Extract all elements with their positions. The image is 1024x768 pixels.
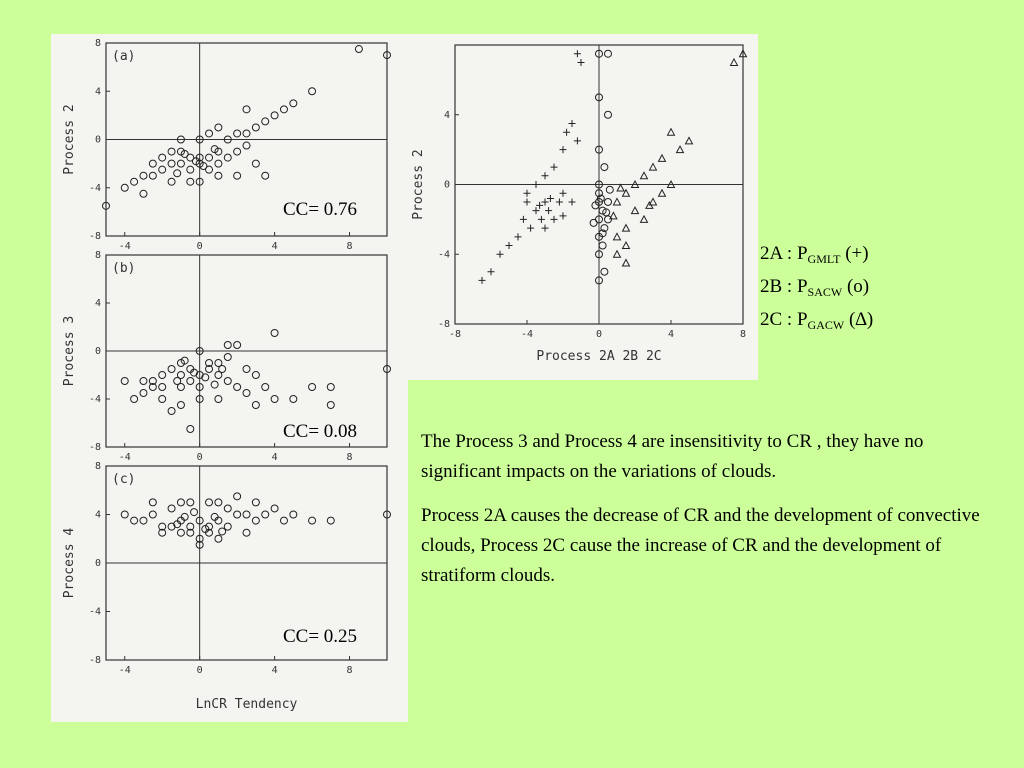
data-point-a (243, 106, 250, 113)
data-point-c (191, 509, 198, 516)
data-point-b (140, 390, 147, 397)
data-point-b (159, 372, 166, 379)
description-text (421, 427, 981, 605)
y-tick-label-b: 0 (94, 346, 101, 357)
y-tick-label-b: -8 (88, 442, 101, 453)
data-point-a (262, 172, 269, 179)
data-point-2A (578, 59, 585, 66)
data-point-b (159, 396, 166, 403)
data-point-a (234, 148, 241, 155)
series-2A (479, 50, 585, 284)
data-point-c (168, 505, 175, 512)
y-tick-label-right: -4 (437, 249, 450, 261)
panel-label-a: (a) (112, 49, 136, 64)
data-point-2A (538, 216, 545, 223)
data-point-a (149, 160, 156, 167)
y-tick-label-b: 8 (94, 250, 101, 261)
x-tick-label-b: 0 (196, 452, 203, 463)
x-tick-label-right: 0 (595, 329, 603, 340)
data-point-a (280, 106, 287, 113)
data-point-b (224, 378, 231, 385)
data-point-b (252, 402, 259, 409)
data-point-2A (556, 198, 563, 205)
data-point-2A (560, 190, 567, 197)
data-point-b (224, 342, 231, 349)
data-point-a (243, 142, 250, 149)
left-scatter-panel (51, 34, 408, 722)
data-point-a (234, 130, 241, 137)
right-chart-svg (400, 34, 758, 380)
x-tick-label-right: 8 (739, 329, 747, 340)
data-point-2A (524, 190, 531, 197)
x-tick-label-c: -4 (118, 665, 131, 676)
x-tick-label-right: -4 (520, 329, 534, 340)
legend (760, 240, 873, 339)
data-point-2A (542, 198, 549, 205)
data-point-2C (614, 251, 621, 258)
y-tick-label-c: -8 (88, 655, 101, 666)
data-point-b (234, 384, 241, 391)
data-point-2C (641, 172, 648, 179)
y-tick-label-c: 0 (94, 558, 101, 569)
data-point-2A (569, 120, 576, 127)
data-point-2B (605, 111, 612, 118)
y-tick-label-b: 4 (94, 298, 101, 309)
data-point-a (206, 130, 213, 137)
data-point-2A (488, 268, 495, 275)
data-point-2A (574, 137, 581, 144)
y-tick-label-a: -4 (88, 182, 101, 194)
x-axis-label-right: Process 2A 2B 2C (536, 349, 662, 364)
data-point-a (262, 118, 269, 125)
data-point-2C (650, 164, 657, 171)
y-tick-label-b: -4 (88, 394, 101, 405)
data-point-2C (641, 216, 648, 223)
data-point-2C (659, 190, 666, 197)
y-axis-label-c: Process 4 (62, 527, 77, 599)
series-2B (590, 50, 613, 284)
data-point-a (168, 178, 175, 185)
cc-label-a: CC= 0.76 (283, 199, 358, 220)
legend-item-2c: 2C : $P_{GACW}$ (∆) (760, 309, 874, 332)
data-point-2A (533, 207, 540, 214)
data-point-b (219, 366, 226, 373)
data-point-2B (605, 50, 612, 57)
data-point-c (206, 499, 213, 506)
data-point-a (290, 100, 297, 107)
data-point-b (243, 366, 250, 373)
data-point-b (271, 396, 278, 403)
paragraph-1: The Process 3 and Process 4 are insensitivity to CR , they have no significant impacts on the variations of clouds. (421, 431, 924, 482)
x-tick-label-c: 4 (271, 665, 278, 676)
data-point-c (121, 511, 128, 518)
data-point-2C (686, 137, 693, 144)
data-point-b (159, 384, 166, 391)
data-point-c (234, 493, 241, 500)
data-point-c (309, 517, 316, 524)
data-point-2A (560, 212, 567, 219)
data-point-b (211, 381, 218, 388)
data-point-b (290, 396, 297, 403)
data-point-2A (545, 207, 552, 214)
y-tick-label-c: 4 (94, 509, 101, 521)
data-point-c (224, 505, 231, 512)
data-point-a (174, 170, 181, 177)
data-point-c (177, 529, 184, 536)
series-2C (610, 50, 747, 266)
x-tick-label-c: 8 (346, 665, 353, 676)
data-point-2C (731, 59, 738, 66)
data-point-a (215, 124, 222, 131)
data-point-2C (623, 259, 630, 266)
data-point-a (215, 172, 222, 179)
data-point-2A (527, 225, 534, 232)
left-charts-svg (51, 34, 408, 722)
data-point-c (290, 511, 297, 518)
x-tick-label-a: 4 (271, 241, 278, 252)
data-point-a (131, 178, 138, 185)
data-point-2C (677, 146, 684, 153)
data-point-b (262, 384, 269, 391)
y-tick-label-c: 8 (94, 461, 101, 472)
data-point-2A (497, 251, 504, 258)
data-point-2A (536, 202, 543, 209)
y-tick-label-right: -8 (437, 319, 450, 330)
data-point-a (149, 172, 156, 179)
data-point-2A (542, 225, 549, 232)
data-point-c (243, 511, 250, 518)
data-point-2A (574, 50, 581, 57)
data-point-b (252, 372, 259, 379)
x-tick-label-right: -8 (448, 329, 462, 340)
data-point-a (159, 166, 166, 173)
y-axis-label-a: Process 2 (62, 104, 77, 175)
data-point-c (252, 517, 259, 524)
x-axis-label-c: LnCR Tendency (195, 697, 298, 712)
y-tick-label-right: 4 (443, 109, 450, 121)
data-point-2C (610, 212, 617, 219)
data-point-2C (623, 225, 630, 232)
data-point-2B (599, 242, 606, 249)
data-point-c (234, 511, 241, 518)
data-point-b (187, 426, 194, 433)
data-point-2B (601, 268, 608, 275)
data-point-2A (560, 146, 567, 153)
data-point-a (187, 166, 194, 173)
data-point-2A (479, 277, 486, 284)
data-point-b (327, 384, 334, 391)
data-point-a (140, 190, 147, 197)
data-point-c (215, 499, 222, 506)
data-point-b (327, 402, 334, 409)
data-point-2A (551, 164, 558, 171)
data-point-a (140, 172, 147, 179)
data-point-b (271, 330, 278, 337)
data-point-a (252, 160, 259, 167)
data-point-b (187, 378, 194, 385)
cc-label-b: CC= 0.08 (283, 421, 358, 442)
y-tick-label-a: 4 (94, 86, 101, 98)
cc-label-c: CC= 0.25 (283, 626, 358, 647)
data-point-b (243, 390, 250, 397)
data-point-a (206, 154, 213, 161)
y-tick-label-a: -8 (88, 231, 101, 242)
data-point-b (215, 396, 222, 403)
data-point-a (168, 148, 175, 155)
data-point-a (271, 112, 278, 119)
data-point-c (271, 505, 278, 512)
data-point-b (131, 396, 138, 403)
y-tick-label-a: 8 (94, 38, 101, 49)
data-point-b (168, 366, 175, 373)
data-point-2C (632, 207, 639, 214)
data-point-c (280, 517, 287, 524)
data-point-2A (551, 216, 558, 223)
data-point-a (177, 160, 184, 167)
data-point-c (243, 529, 250, 536)
data-point-2B (590, 219, 597, 226)
data-point-2A (515, 233, 522, 240)
data-point-2B (606, 186, 613, 193)
x-tick-label-a: 0 (196, 241, 203, 252)
x-tick-label-b: 4 (271, 452, 278, 463)
data-point-a (224, 154, 231, 161)
data-point-2A (547, 195, 554, 202)
data-point-b (224, 354, 231, 361)
data-point-c (149, 511, 156, 518)
y-axis-label-right: Process 2 (411, 149, 426, 220)
data-point-2A (520, 216, 527, 223)
data-point-a (121, 184, 128, 191)
data-point-2A (524, 198, 531, 205)
data-point-a (234, 172, 241, 179)
data-point-c (327, 517, 334, 524)
data-point-c (177, 499, 184, 506)
data-point-b (309, 384, 316, 391)
data-point-c (140, 517, 147, 524)
data-point-b (140, 378, 147, 385)
data-point-c (219, 528, 226, 535)
data-point-2A (506, 242, 513, 249)
data-point-a (309, 88, 316, 95)
data-point-a (355, 46, 362, 53)
plot-right (411, 45, 747, 364)
paragraph-2: Process 2A causes the decrease of CR and the development of convective clouds, Process 2C cause the increase of CR and the development of stratiform clouds. (421, 505, 980, 586)
y-tick-label-a: 0 (94, 134, 101, 146)
data-point-a (252, 124, 259, 131)
y-tick-label-right: 0 (443, 179, 450, 191)
data-point-2C (617, 184, 624, 191)
x-tick-label-a: -4 (118, 241, 131, 252)
y-tick-label-c: -4 (88, 606, 101, 618)
data-point-2B (605, 198, 612, 205)
data-point-a (168, 160, 175, 167)
data-point-2A (569, 198, 576, 205)
data-point-a (243, 130, 250, 137)
x-tick-label-b: 8 (346, 452, 353, 463)
data-point-a (215, 160, 222, 167)
right-scatter-panel (400, 34, 758, 380)
data-point-c (187, 499, 194, 506)
x-tick-label-right: 4 (667, 329, 675, 340)
data-point-2A (542, 172, 549, 179)
data-point-b (177, 402, 184, 409)
data-point-c (215, 535, 222, 542)
data-point-c (262, 511, 269, 518)
data-point-2C (614, 198, 621, 205)
legend-item-2b: 2B : $P_{SACW}$ (o) (760, 276, 870, 299)
data-point-b (121, 378, 128, 385)
data-point-b (168, 408, 175, 415)
data-point-2C (668, 129, 675, 136)
x-tick-label-b: -4 (118, 452, 131, 463)
legend-item-2a: 2A : $P_{GMLT}$ (+) (760, 243, 869, 266)
data-point-2C (659, 155, 666, 162)
data-point-c (149, 499, 156, 506)
data-point-b (174, 378, 181, 385)
data-point-2B (601, 164, 608, 171)
data-point-b (234, 342, 241, 349)
panel-label-b: (b) (112, 261, 136, 276)
data-point-2C (623, 242, 630, 249)
data-point-2C (614, 233, 621, 240)
x-tick-label-a: 8 (346, 241, 353, 252)
panel-label-c: (c) (112, 472, 136, 487)
data-point-a (159, 154, 166, 161)
data-point-a (187, 178, 194, 185)
data-point-2A (533, 181, 540, 188)
x-tick-label-c: 0 (196, 665, 203, 676)
data-point-c (131, 517, 138, 524)
y-axis-label-b: Process 3 (62, 315, 77, 387)
plot-c (62, 461, 391, 712)
data-point-2A (563, 129, 570, 136)
data-point-c (252, 499, 259, 506)
